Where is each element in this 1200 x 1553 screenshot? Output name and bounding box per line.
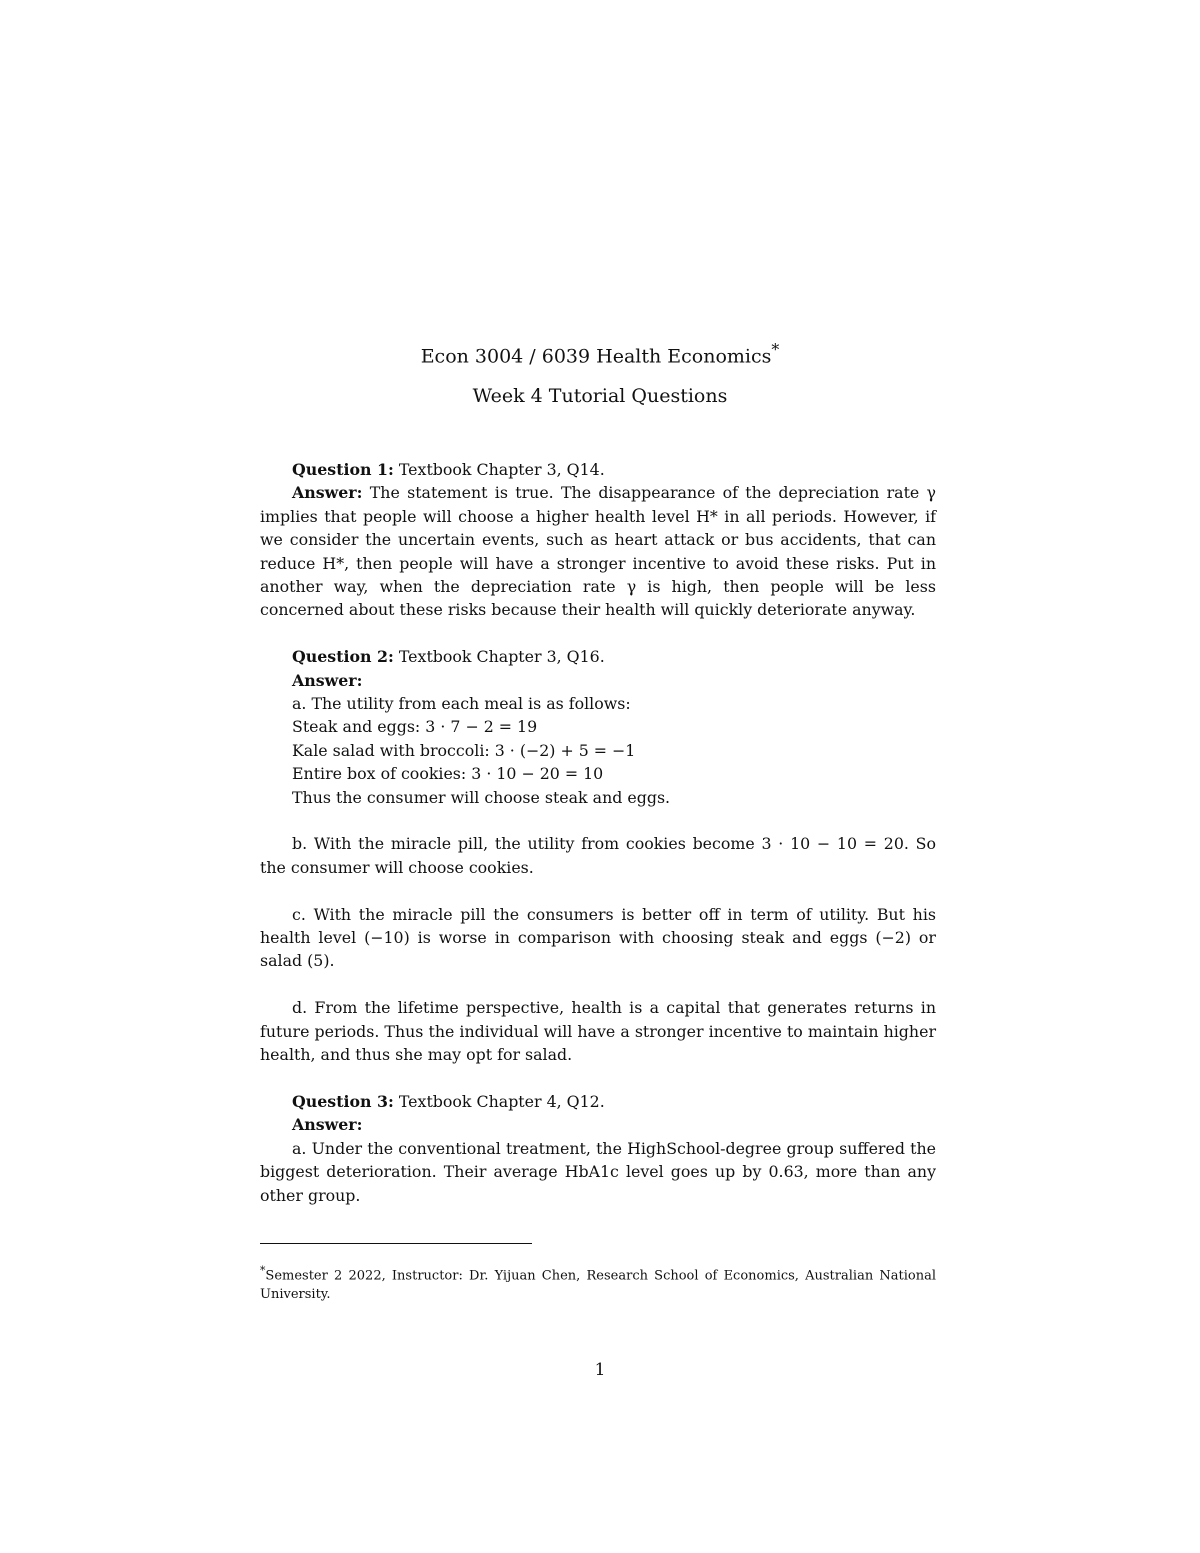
question-1-label: Question 1: (292, 460, 394, 479)
question-2-source: Textbook Chapter 3, Q16. (398, 647, 605, 667)
question-2-label: Question 2: (292, 647, 394, 667)
question-1-source: Textbook Chapter 3, Q14. (398, 460, 605, 479)
document-subtitle: Week 4 Tutorial Questions (472, 385, 728, 407)
title-footnote-mark: * (771, 340, 780, 359)
question-1-answer-label: Answer: (292, 483, 363, 503)
question-2-part-b: b. With the miracle pill, the utility from cookies become 3 · 10 − 10 = 20. So the consumer will choose cookies. (260, 834, 936, 877)
question-2-part-a-intro: a. The utility from each meal is as follows: (292, 694, 631, 714)
question-1-heading (260, 458, 936, 481)
footnote (260, 1261, 936, 1304)
question-1-answer (260, 481, 936, 621)
document-body (260, 458, 936, 1207)
footnote-divider (260, 1243, 532, 1244)
question-2-part-d: d. From the lifetime perspective, health is a capital that generates returns in future periods. Thus the individual will have a stronger incentive to maintain higher health, and thus she may opt for salad. (260, 998, 936, 1065)
question-3-answer-label: Answer: (292, 1115, 363, 1135)
question-1-answer-text: The statement is true. The disappearance of the depreciation rate γ implies that people will choose a higher health level H* in all periods. However, if we consider the uncertain events, such as heart attack or bus accidents, that can reduce H*, then people will have a stronger incentive to avoid these risks. Put in another way, when the depreciation rate γ is high, then people will be less concerned about these risks because their health will quickly deteriorate anyway. (260, 483, 936, 620)
question-3-part-a: a. Under the conventional treatment, the HighSchool-degree group suffered the biggest deterioration. Their average HbA1c level goes up by 0.63, more than any other group. (260, 1138, 936, 1205)
question-2-part-a-line-2: Kale salad with broccoli: 3 · (−2) + 5 = −1 (292, 740, 636, 760)
question-2-part-a-line-1: Steak and eggs: 3 · 7 − 2 = 19 (292, 717, 538, 737)
page-number: 1 (594, 1360, 606, 1380)
question-2-part-a-line-3: Entire box of cookies: 3 · 10 − 20 = 10 (292, 764, 604, 784)
footnote-mark: * (260, 1264, 266, 1277)
question-2-answer-label: Answer: (292, 670, 363, 690)
footnote-text: Semester 2 2022, Instructor: Dr. Yijuan Chen, Research School of Economics, Australian National University. (260, 1268, 936, 1303)
question-2-heading (260, 645, 936, 668)
question-2-part-c: c. With the miracle pill the consumers is better off in term of utility. But his health level (−10) is worse in comparison with choosing steak and eggs (−2) or salad (5). (260, 904, 936, 971)
question-3-heading (260, 1090, 936, 1113)
question-3-source: Textbook Chapter 4, Q12. (398, 1091, 605, 1111)
question-3-label: Question 3: (292, 1091, 394, 1111)
question-2-part-a-line-4: Thus the consumer will choose steak and eggs. (292, 787, 671, 807)
document-title: Econ 3004 / 6039 Health Economics* (420, 340, 780, 368)
